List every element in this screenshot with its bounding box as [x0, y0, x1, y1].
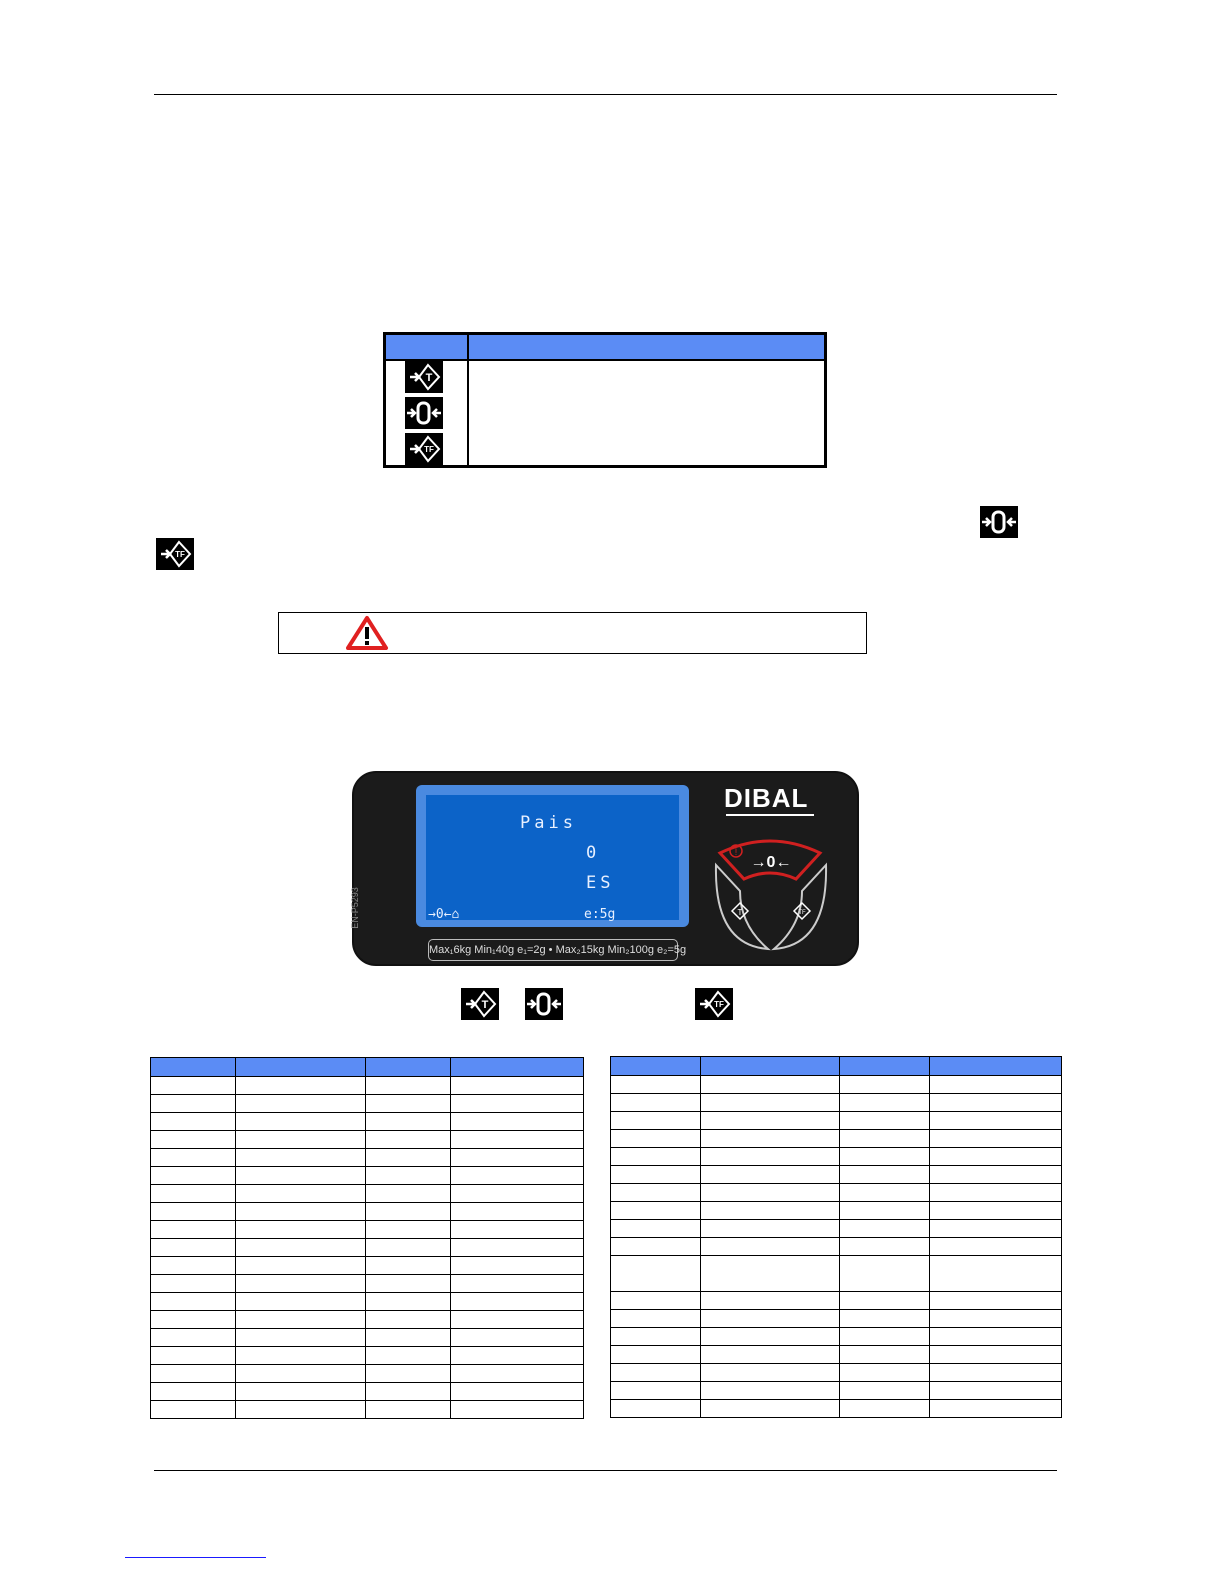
table-row [611, 1166, 1062, 1184]
brand-logo: DIBAL [724, 783, 809, 813]
table-row [611, 1076, 1062, 1094]
svg-text:T: T [737, 908, 743, 917]
table-row [611, 1130, 1062, 1148]
table-row [611, 1184, 1062, 1202]
table-row [611, 1310, 1062, 1328]
table-row [151, 1221, 584, 1239]
svg-text:T: T [481, 999, 489, 1011]
fixed-tare-key-icon [405, 433, 443, 465]
table-row [611, 1220, 1062, 1238]
svg-text:T: T [425, 372, 433, 384]
table-row [611, 1238, 1062, 1256]
lcd-line-code: ES [586, 873, 615, 893]
svg-text:TF: TF [175, 550, 185, 559]
svg-text:→0←: →0← [750, 854, 792, 871]
table-row [151, 1383, 584, 1401]
lcd-zero-indicator: →0←⌂ [428, 907, 460, 922]
table-header-row [151, 1058, 584, 1077]
table-header-row [611, 1057, 1062, 1076]
table-row [611, 1292, 1062, 1310]
footer-rule [154, 1470, 1057, 1471]
table-row [151, 1293, 584, 1311]
table-row [151, 1365, 584, 1383]
table-row [151, 1257, 584, 1275]
scale-display-panel [349, 771, 859, 966]
table-row [151, 1329, 584, 1347]
keypad [712, 835, 830, 955]
table-row [151, 1401, 584, 1419]
country-table-left [150, 1057, 584, 1419]
key-table-header [386, 335, 824, 361]
country-table-right [610, 1056, 1062, 1418]
svg-text:TF: TF [714, 1000, 724, 1009]
key-legend-table [383, 332, 827, 468]
fixed-tare-button[interactable] [774, 865, 826, 949]
table-row [151, 1347, 584, 1365]
zero-key-icon [405, 397, 443, 429]
table-row [611, 1256, 1062, 1292]
svg-text:TF: TF [798, 910, 806, 916]
metrology-spec-strip: Max₁6kg Min₁40g e₁=2g • Max₂15kg Min₂100g e₂=5g [428, 939, 678, 961]
table-row [611, 1382, 1062, 1400]
fixed-tare-key-icon-inline [156, 538, 194, 570]
table-row [611, 1328, 1062, 1346]
warning-triangle-icon [345, 615, 389, 651]
table-row [151, 1239, 584, 1257]
table-row [611, 1094, 1062, 1112]
zero-button[interactable] [720, 841, 820, 879]
table-row [611, 1148, 1062, 1166]
svg-text:!: ! [734, 847, 738, 857]
table-row [611, 1202, 1062, 1220]
svg-text:TF: TF [424, 445, 434, 454]
table-row [151, 1203, 584, 1221]
zero-key-icon-caption [525, 988, 563, 1020]
panel-side-code: EN-P5293 [349, 887, 360, 929]
tare-key-icon-caption [461, 988, 499, 1020]
header-rule [154, 94, 1057, 95]
table-row [151, 1095, 584, 1113]
table-row [151, 1167, 584, 1185]
table-row [611, 1346, 1062, 1364]
table-row [151, 1131, 584, 1149]
table-row [151, 1077, 584, 1095]
table-row [151, 1185, 584, 1203]
brand-underline [726, 814, 814, 816]
fixed-tare-key-icon-caption [695, 988, 733, 1020]
table-row [151, 1275, 584, 1293]
tare-key-icon [405, 361, 443, 393]
table-row [151, 1149, 584, 1167]
table-row [611, 1112, 1062, 1130]
lcd-line-country: Pais [520, 813, 577, 833]
zero-key-icon-inline [980, 506, 1018, 538]
table-row [151, 1311, 584, 1329]
lcd-division: e:5g [584, 907, 616, 922]
table-row [611, 1400, 1062, 1418]
lcd-line-value: 0 [586, 843, 601, 863]
footer-link-underline[interactable] [125, 1557, 266, 1558]
table-row [611, 1364, 1062, 1382]
warning-box [278, 612, 867, 654]
table-row [151, 1113, 584, 1131]
